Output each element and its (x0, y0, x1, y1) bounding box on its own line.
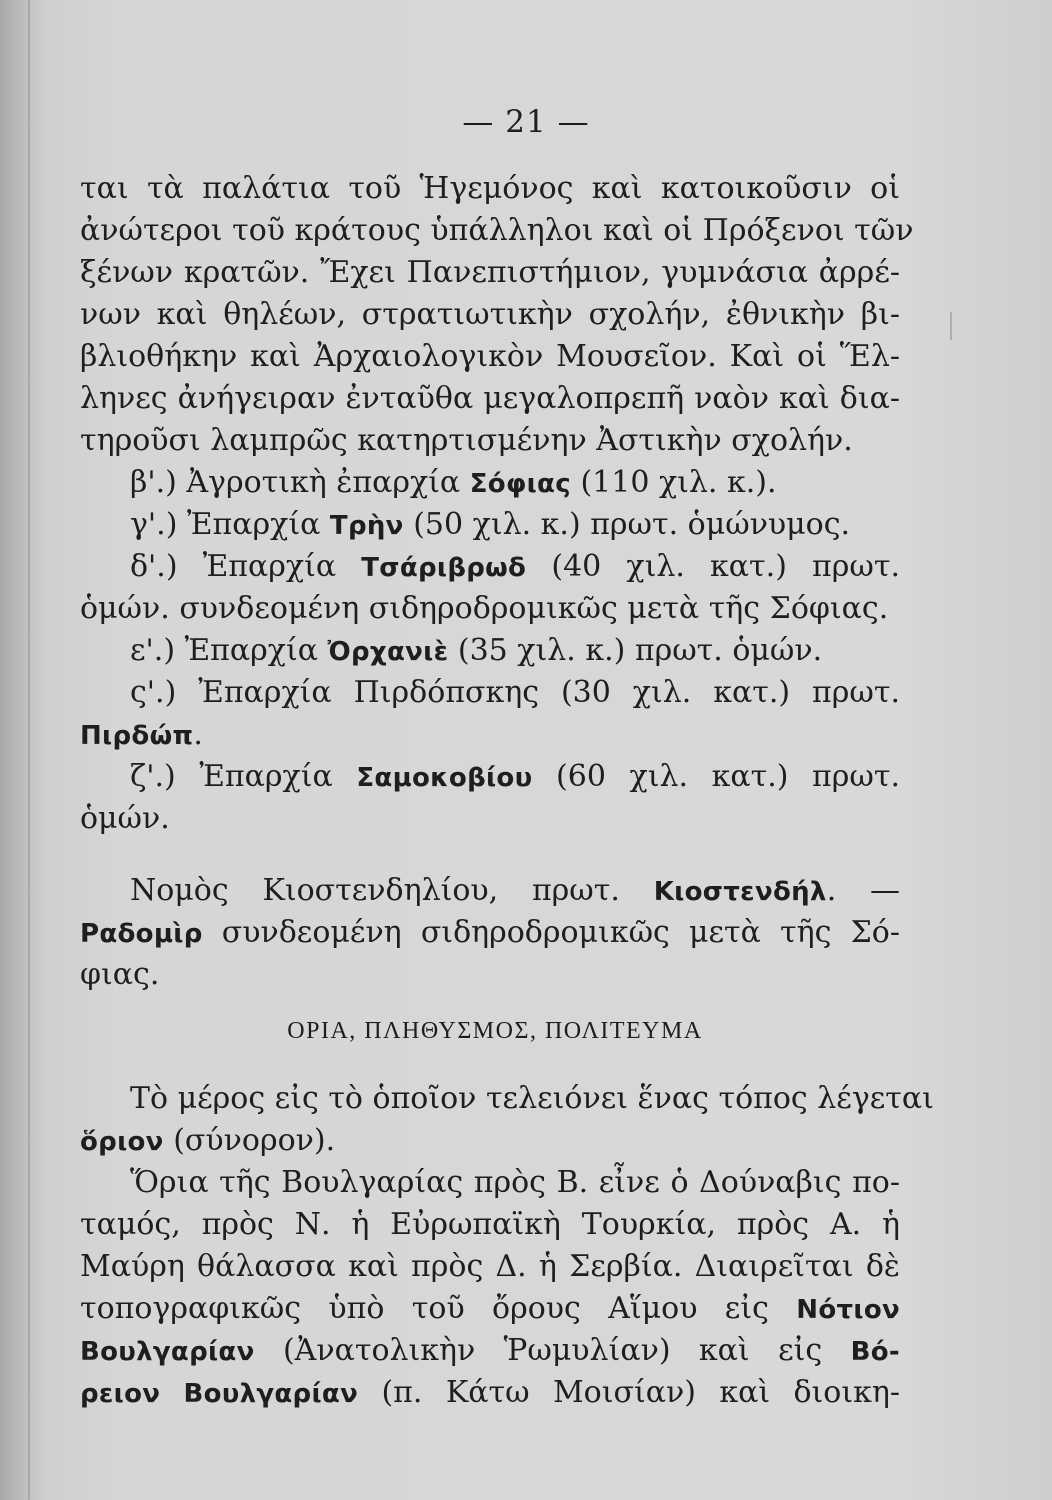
text-line (80, 1372, 900, 1414)
province-g-label: γ'.) Ἐπαρχία (130, 507, 330, 542)
text-line: τηροῦσι λαμπρῶς κατηρτισμένην Ἀστικὴν σχολήν. (80, 423, 853, 458)
text-line: ληνες ἀνήγειραν ἐνταῦθα μεγαλοπρεπῆ ναὸν καὶ δια- (80, 381, 900, 416)
text-line (80, 1330, 900, 1372)
province-b-info: (110 χιλ. κ.). (570, 465, 777, 500)
text-line: Μαύρη θάλασσα καὶ πρὸς Δ. ἡ Σερβία. Διαιρεῖται δὲ (80, 1249, 900, 1284)
text-line: ἀνώτεροι τοῦ κράτους ὑπάλληλοι καὶ οἱ Πρόξενοι τῶν (80, 213, 914, 248)
province-b-label: β'.) Ἀγροτικὴ ἐπαρχία (130, 465, 470, 500)
province-s-continuation (80, 714, 900, 756)
text-line (80, 1120, 900, 1162)
province-b (80, 462, 900, 504)
term-orion: ὅριον (80, 1127, 164, 1157)
term-notion: Νότιον (796, 1295, 900, 1325)
text-span: τοπογραφικῶς ὑπὸ τοῦ ὄρους Αἵμου εἰς (80, 1291, 797, 1326)
province-z-info: (60 χιλ. κατ.) πρωτ. (532, 759, 900, 794)
text-line: ται τὰ παλάτια τοῦ Ἡγεμόνος καὶ κατοικοῦσιν οἱ (80, 171, 900, 206)
province-g (80, 504, 900, 546)
province-s: ς'.) Ἐπαρχία Πιρδόπσκης (30 χιλ. κατ.) πρωτ. (130, 675, 900, 710)
province-g-info: (50 χιλ. κ.) πρωτ. ὁμώνυμος. (403, 507, 851, 542)
province-e (80, 630, 900, 672)
provinces-list (80, 462, 900, 840)
nomos-capital: Κιοστενδήλ (653, 877, 827, 907)
province-s-capital: Πιρδώπ (80, 721, 194, 751)
province-z-continuation: ὁμών. (80, 801, 170, 836)
book-spine-shadow (0, 0, 48, 1500)
nomos-line-3: φιας. (80, 957, 160, 992)
text-line (80, 1288, 900, 1330)
text-line: νων καὶ θηλέων, στρατιωτικὴν σχολήν, ἐθνικὴν βι- (80, 297, 900, 332)
province-d-label: δ'.) Ἐπαρχία (130, 549, 362, 584)
province-z-name: Σαμοκοβίου (356, 763, 533, 793)
province-z (80, 756, 900, 798)
province-g-name: Τρὴν (329, 511, 404, 541)
province-b-name: Σόφιας (469, 469, 571, 499)
province-z-label: ζ'.) Ἐπαρχία (130, 759, 357, 794)
province-d-info: (40 χιλ. κατ.) πρωτ. (526, 549, 900, 584)
province-e-name: Ὀρχανιὲ (327, 637, 449, 667)
text-line: ταμός, πρὸς Ν. ἡ Εὐρωπαϊκὴ Τουρκία, πρὸς Α. ἡ (80, 1207, 900, 1242)
paragraph-nomos (80, 870, 900, 996)
province-d-name: Τσάριβρωδ (361, 553, 527, 583)
province-e-label: ε'.) Ἐπαρχία (130, 633, 328, 668)
province-d (80, 546, 900, 588)
text-span: (π. Κάτω Μοισίαν) καὶ διοικη- (358, 1375, 900, 1410)
province-s-period: . (193, 717, 203, 752)
nomos-connection: συνδεομένη σιδηροδρομικῶς μετὰ τῆς Σό- (202, 915, 900, 950)
nomos-town: Ραδομὶρ (80, 919, 203, 949)
page-body (80, 168, 934, 1414)
page-number: — 21 — (462, 104, 590, 140)
term-vo: Βό- (850, 1337, 900, 1367)
nomos-line-2 (80, 912, 900, 954)
province-d-continuation: ὁμών. συνδεομένη σιδηροδρομικῶς μετὰ τῆς Σόφιας. (80, 591, 889, 626)
text-line: Ὅρια τῆς Βουλγαρίας πρὸς Β. εἶνε ὁ Δούναβις πο- (130, 1165, 900, 1200)
nomos-line-1 (80, 870, 900, 912)
term-vorion-voulgarian: ρειον Βουλγαρίαν (80, 1379, 359, 1409)
section-heading: ΟΡΙΑ, ΠΛΗΘΥΣΜΟΣ, ΠΟΛΙΤΕΥΜΑ (287, 1018, 703, 1044)
term-voulgarian: Βουλγαρίαν (80, 1337, 255, 1367)
term-definition: (σύνορον). (163, 1123, 336, 1158)
margin-mark (950, 312, 952, 340)
paragraph-athens-description (80, 168, 914, 462)
paragraph-boundaries (80, 1078, 934, 1414)
text-line: Τὸ μέρος εἰς τὸ ὁποῖον τελειόνει ἕνας τόπος λέγεται (130, 1081, 934, 1116)
province-e-info: (35 χιλ. κ.) πρωτ. ὁμών. (448, 633, 823, 668)
text-span: (Ἀνατολικὴν Ῥωμυλίαν) καὶ εἰς (254, 1333, 851, 1368)
nomos-label: Νομὸς Κιοστενδηλίου, πρωτ. (130, 873, 654, 908)
nomos-dash: . — (826, 873, 900, 908)
text-line: βλιοθήκην καὶ Ἀρχαιολογικὸν Μουσεῖον. Καὶ οἱ Ἕλ- (80, 339, 900, 374)
text-line: ξένων κρατῶν. Ἔχει Πανεπιστήμιον, γυμνάσια ἀρρέ- (80, 255, 900, 290)
